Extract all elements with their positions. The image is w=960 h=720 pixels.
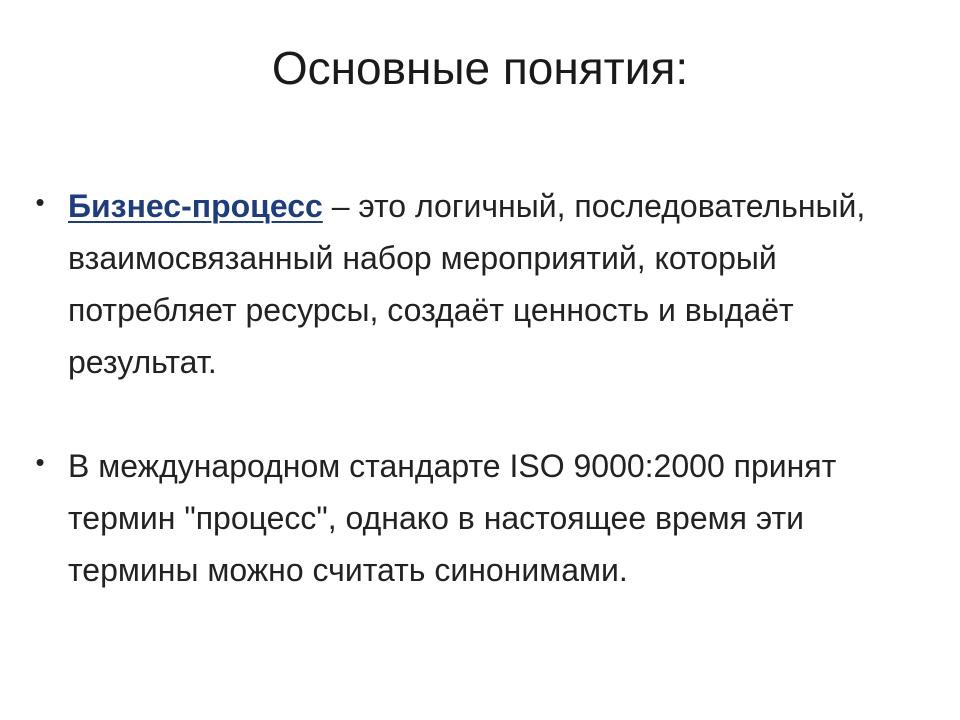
slide-title: Основные понятия: (271, 42, 689, 94)
bullet-list (30, 180, 910, 596)
bullet-item-business-process (30, 180, 910, 388)
business-process-link[interactable]: Бизнес-процесс (68, 188, 323, 224)
bullet-icon: • (35, 187, 45, 217)
bullet-text: – это логичный, последовательный, взаимосвязанный набор мероприятий, который потребляет ресурсы, создаёт ценность и выдаёт результат. (68, 188, 866, 380)
bullet-text: В международном стандарте ISO 9000:2000 принят термин "процесс", однако в настоящее время эти термины можно считать синонимами. (68, 448, 837, 588)
bullet-item-iso-standard (30, 440, 910, 596)
bullet-icon: • (35, 447, 45, 477)
